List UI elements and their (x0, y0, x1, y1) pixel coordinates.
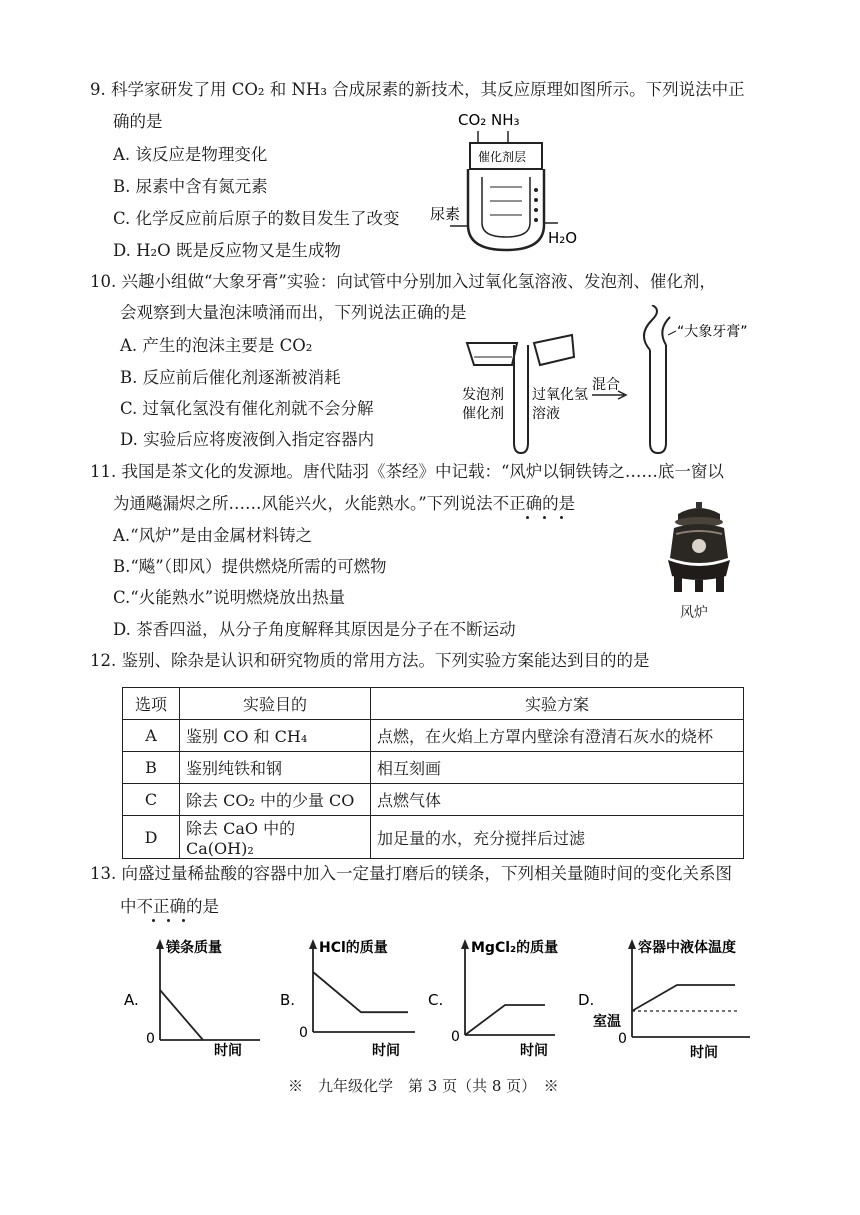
graph-c-letter: C. (428, 991, 444, 1009)
graph-c-line (465, 1005, 545, 1035)
q10-foaming-agent-label: 发泡剂 (462, 387, 504, 403)
q11-option-a: A.“风炉”是由金属材料铸之 (113, 526, 313, 545)
q10-stem-line1: 10. 兴趣小组做“大象牙膏”实验：向试管中分别加入过氧化氢溶液、发泡剂、催化剂， (90, 272, 716, 291)
table-cell: C (123, 784, 180, 816)
emphasis-dot (182, 919, 185, 922)
emphasis-dot (167, 919, 170, 922)
q12-options-table (122, 687, 744, 859)
q10-option-a: A. 产生的泡沫主要是 CO₂ (120, 336, 313, 355)
table-row (123, 784, 744, 816)
q13-graphs (110, 935, 760, 1065)
emphasis-dot (543, 516, 546, 519)
graph-d-xlabel: 时间 (690, 1045, 718, 1061)
q9-water-label: H₂O (548, 229, 578, 247)
q9-catalyst-layer-label: 催化剂层 (478, 150, 527, 164)
table-cell: 除去 CaO 中的 Ca(OH)₂ (180, 816, 371, 859)
graph-b-ylabel: HCl的质量 (319, 940, 388, 956)
graph-a-letter: A. (124, 991, 139, 1009)
q10-mix-label: 混合 (592, 377, 620, 393)
q9-reactor-diagram (430, 105, 590, 265)
q10-option-c: C. 过氧化氢没有催化剂就不会分解 (120, 399, 374, 418)
graph-b-xlabel: 时间 (372, 1043, 400, 1059)
emphasis-dot (560, 516, 563, 519)
q10-solution-label: 溶液 (532, 406, 560, 422)
graph-c (428, 939, 558, 1059)
q9-stem-line1: 9. 科学家研发了用 CO₂ 和 NH₃ 合成尿素的新技术，其反应原理如图所示。下列说法中正 (90, 80, 745, 99)
graph-d-origin: 0 (618, 1031, 627, 1047)
q10-foam-label: “大象牙膏” (677, 324, 748, 340)
q10-stem-line2: 会观察到大量泡沫喷涌而出，下列说法正确的是 (120, 303, 467, 322)
table-cell: A (123, 720, 180, 752)
q13-stem-line2: 中不正确的是 (120, 897, 219, 916)
wind-stove-image (660, 502, 740, 597)
q10-option-d: D. 实验后应将废液倒入指定容器内 (120, 430, 375, 449)
q11-stem-line1: 11. 我国是茶文化的发源地。唐代陆羽《茶经》中记载：“风炉以铜铁铸之……底一窗以 (90, 462, 724, 481)
graph-d-letter: D. (578, 991, 595, 1009)
graph-a-xlabel: 时间 (214, 1043, 242, 1059)
q9-option-a: A. 该反应是物理变化 (113, 145, 268, 164)
header-purpose: 实验目的 (180, 688, 371, 720)
table-cell: 点燃，在火焰上方罩内壁涂有澄清石灰水的烧杯 (371, 720, 744, 752)
table-cell: 除去 CO₂ 中的少量 CO (180, 784, 371, 816)
q9-stem-line2: 确的是 (113, 112, 163, 131)
graph-a (124, 939, 260, 1059)
q11-option-d: D. 茶香四溢，从分子角度解释其原因是分子在不断运动 (113, 620, 516, 639)
q10-elephant-toothpaste-diagram (462, 305, 792, 457)
q9-option-d: D. H₂O 既是反应物又是生成物 (113, 241, 341, 260)
q13-stem-line1: 13. 向盛过量稀盐酸的容器中加入一定量打磨后的镁条，下列相关量随时间的变化关系图 (90, 864, 732, 883)
table-cell: 相互刻画 (371, 752, 744, 784)
q11-option-c: C.“火能熟水”说明燃烧放出热量 (113, 588, 346, 607)
q9-option-b: B. 尿素中含有氮元素 (113, 177, 268, 196)
table-cell: D (123, 816, 180, 859)
graph-c-ylabel: MgCl₂的质量 (471, 940, 559, 956)
emphasis-dot (526, 516, 529, 519)
table-cell: B (123, 752, 180, 784)
q9-option-c: C. 化学反应前后原子的数目发生了改变 (113, 209, 400, 228)
header-option: 选项 (123, 688, 180, 720)
q10-catalyst-label: 催化剂 (462, 406, 504, 422)
table-cell: 鉴别纯铁和钢 (180, 752, 371, 784)
table-header-row (123, 688, 744, 720)
graph-d (578, 939, 750, 1061)
q9-reactant-label: CO₂ NH₃ (458, 111, 520, 129)
table-cell: 鉴别 CO 和 CH₄ (180, 720, 371, 752)
q12-stem: 12. 鉴别、除杂是认识和研究物质的常用方法。下列实验方案能达到目的的是 (90, 651, 650, 670)
graph-d-ylabel: 容器中液体温度 (638, 940, 736, 956)
graph-a-ylabel: 镁条质量 (166, 940, 222, 956)
graph-b-letter: B. (280, 991, 296, 1009)
graph-c-origin: 0 (451, 1029, 460, 1045)
wind-stove-caption: 风炉 (680, 605, 708, 621)
q11-option-b: B.“飚”（即风）提供燃烧所需的可燃物 (113, 557, 387, 576)
table-cell: 点燃气体 (371, 784, 744, 816)
graph-b-origin: 0 (299, 1025, 308, 1041)
graph-a-origin: 0 (146, 1031, 155, 1047)
emphasis-dot (152, 919, 155, 922)
graph-b (280, 939, 415, 1059)
q10-h2o2-label: 过氧化氢 (532, 387, 588, 403)
q10-option-b: B. 反应前后催化剂逐渐被消耗 (120, 368, 341, 387)
table-row (123, 752, 744, 784)
graph-a-line (160, 990, 203, 1040)
graph-d-room-temp-label: 室温 (593, 1014, 621, 1030)
q11-stem-line2: 为通飚漏烬之所……风能兴火，火能熟水。”下列说法不正确的是 (113, 494, 576, 513)
q9-urea-label: 尿素 (430, 205, 461, 223)
graph-b-line (313, 972, 408, 1012)
table-cell: 加足量的水，充分搅拌后过滤 (371, 816, 744, 859)
graph-c-xlabel: 时间 (520, 1043, 548, 1059)
header-method: 实验方案 (371, 688, 744, 720)
table-row (123, 816, 744, 859)
table-row (123, 720, 744, 752)
page-footer: ※ 九年级化学 第 3 页（共 8 页） ※ (288, 1077, 559, 1095)
graph-d-line (632, 985, 735, 1011)
